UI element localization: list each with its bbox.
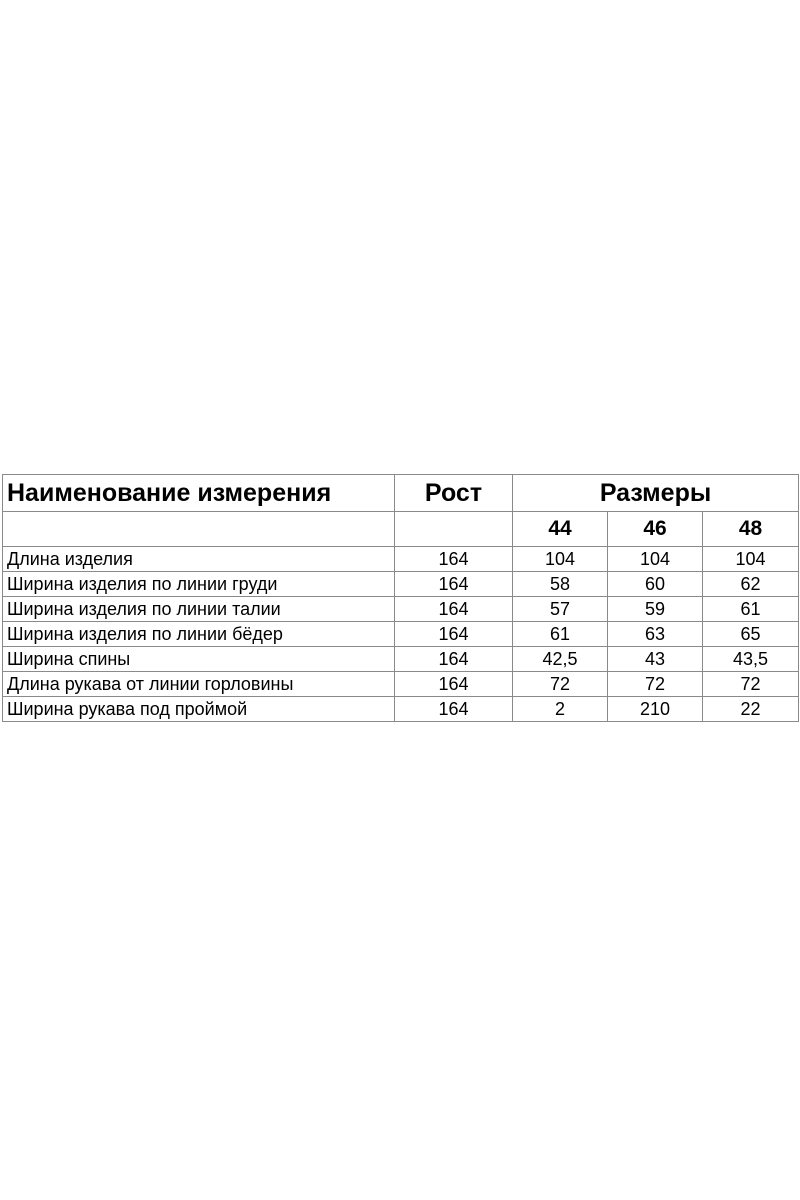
table-row bbox=[3, 547, 799, 572]
measurement-name: Ширина изделия по линии груди bbox=[3, 572, 395, 597]
height-header: Рост bbox=[395, 475, 513, 512]
size-46-value: 210 bbox=[608, 697, 703, 722]
measurement-name: Ширина изделия по линии бёдер bbox=[3, 622, 395, 647]
height-value: 164 bbox=[395, 572, 513, 597]
measurement-name: Длина рукава от линии горловины bbox=[3, 672, 395, 697]
size-44-value: 42,5 bbox=[513, 647, 608, 672]
size-46-value: 60 bbox=[608, 572, 703, 597]
height-value: 164 bbox=[395, 622, 513, 647]
size-46-value: 72 bbox=[608, 672, 703, 697]
size-48-value: 65 bbox=[703, 622, 799, 647]
size-44-header: 44 bbox=[513, 512, 608, 547]
size-46-value: 63 bbox=[608, 622, 703, 647]
table-row bbox=[3, 572, 799, 597]
size-44-value: 2 bbox=[513, 697, 608, 722]
size-46-value: 43 bbox=[608, 647, 703, 672]
empty-height-cell bbox=[395, 512, 513, 547]
height-value: 164 bbox=[395, 547, 513, 572]
height-value: 164 bbox=[395, 647, 513, 672]
table-row bbox=[3, 697, 799, 722]
size-chart-body bbox=[3, 475, 799, 722]
table-row bbox=[3, 597, 799, 622]
table-row bbox=[3, 672, 799, 697]
table-row bbox=[3, 622, 799, 647]
size-46-header: 46 bbox=[608, 512, 703, 547]
size-numbers-row bbox=[3, 512, 799, 547]
size-44-value: 61 bbox=[513, 622, 608, 647]
measurement-name-header: Наименование измерения bbox=[3, 475, 395, 512]
header-row bbox=[3, 475, 799, 512]
height-value: 164 bbox=[395, 672, 513, 697]
height-value: 164 bbox=[395, 697, 513, 722]
table-row bbox=[3, 647, 799, 672]
size-44-value: 72 bbox=[513, 672, 608, 697]
size-48-value: 22 bbox=[703, 697, 799, 722]
height-value: 164 bbox=[395, 597, 513, 622]
measurement-name: Длина изделия bbox=[3, 547, 395, 572]
size-44-value: 57 bbox=[513, 597, 608, 622]
empty-name-cell bbox=[3, 512, 395, 547]
measurement-name: Ширина изделия по линии талии bbox=[3, 597, 395, 622]
size-46-value: 59 bbox=[608, 597, 703, 622]
measurement-name: Ширина спины bbox=[3, 647, 395, 672]
size-48-value: 104 bbox=[703, 547, 799, 572]
size-44-value: 58 bbox=[513, 572, 608, 597]
size-48-value: 72 bbox=[703, 672, 799, 697]
size-46-value: 104 bbox=[608, 547, 703, 572]
size-chart-table bbox=[2, 474, 799, 722]
size-48-value: 61 bbox=[703, 597, 799, 622]
size-48-header: 48 bbox=[703, 512, 799, 547]
sizes-header: Размеры bbox=[513, 475, 799, 512]
size-44-value: 104 bbox=[513, 547, 608, 572]
size-48-value: 43,5 bbox=[703, 647, 799, 672]
measurement-name: Ширина рукава под проймой bbox=[3, 697, 395, 722]
size-48-value: 62 bbox=[703, 572, 799, 597]
